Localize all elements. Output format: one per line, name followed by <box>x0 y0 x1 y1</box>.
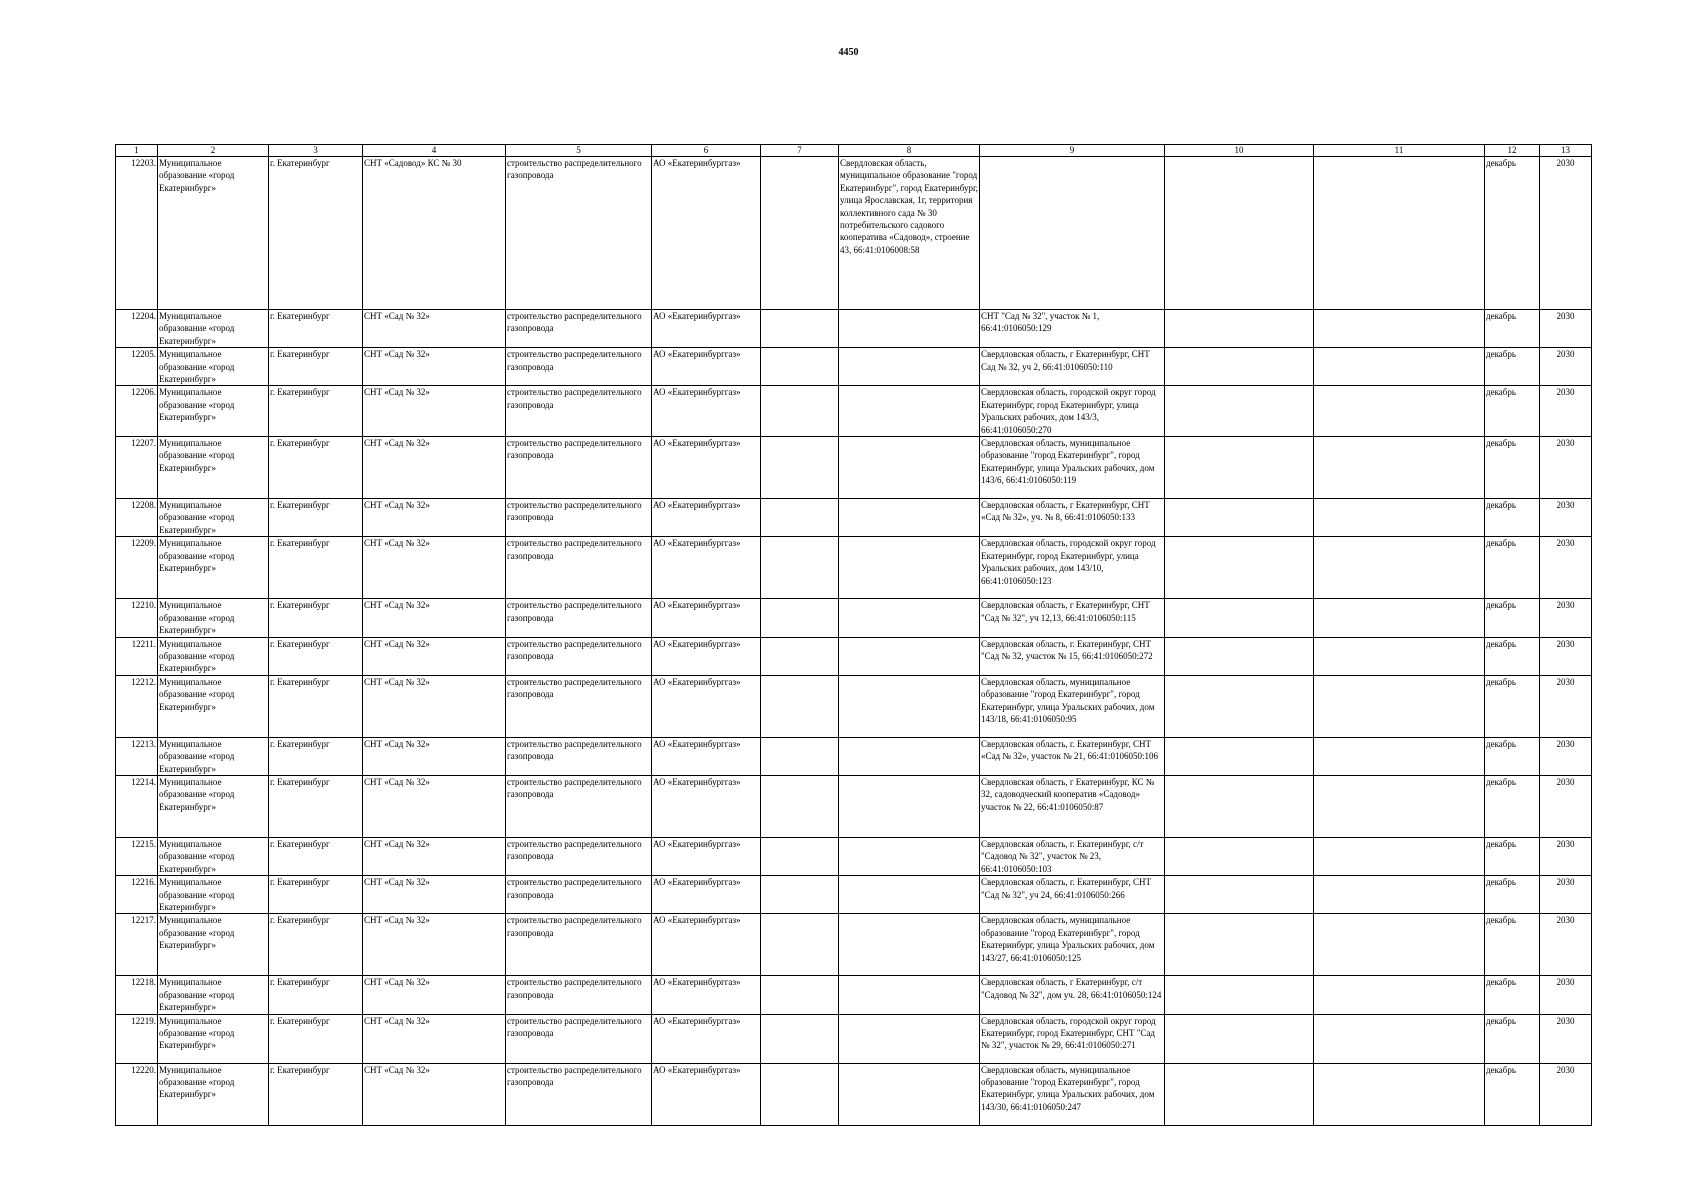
object-cell: СНТ «Сад № 32» <box>363 876 506 914</box>
work-type-cell: строительство распределительного газопровода <box>506 599 652 637</box>
column-7-cell <box>761 637 839 675</box>
address-cell <box>839 386 980 437</box>
municipality-cell: Муниципальное образование «город Екатеринбург» <box>158 157 269 310</box>
parcel-address-cell: Свердловская область, городской округ город Екатеринбург, город Екатеринбург, улица Уральских рабочих, дом 143/10, 66:41:0106050:123 <box>980 537 1165 599</box>
object-cell: СНТ «Сад № 32» <box>363 348 506 386</box>
month-cell: декабрь <box>1485 499 1540 537</box>
parcel-address-cell: Свердловская область, городской округ город Екатеринбург, город Екатеринбург, СНТ "Сад № 32", участок № 29, 66:41:0106050:271 <box>980 1014 1165 1063</box>
column-10-cell <box>1165 437 1314 499</box>
column-10-cell <box>1165 1014 1314 1063</box>
work-type-cell: строительство распределительного газопровода <box>506 976 652 1014</box>
parcel-address-cell: Свердловская область, г. Екатеринбург, СНТ "Сад № 32, участок № 15, 66:41:0106050:272 <box>980 637 1165 675</box>
column-7-cell <box>761 837 839 875</box>
address-cell <box>839 310 980 348</box>
operator-cell: АО «Екатеринбурггаз» <box>652 386 761 437</box>
operator-cell: АО «Екатеринбурггаз» <box>652 437 761 499</box>
column-number: 3 <box>269 145 363 157</box>
municipality-cell: Муниципальное образование «город Екатеринбург» <box>158 599 269 637</box>
object-cell: СНТ «Сад № 32» <box>363 914 506 976</box>
address-cell <box>839 1063 980 1125</box>
parcel-address-cell: Свердловская область, г Екатеринбург, СНТ «Сад № 32», уч. № 8, 66:41:0106050:133 <box>980 499 1165 537</box>
column-10-cell <box>1165 157 1314 310</box>
column-10-cell <box>1165 1063 1314 1125</box>
parcel-address-cell: Свердловская область, муниципальное образование "город Екатеринбург", город Екатеринбург, улица Уральских рабочих, дом 143/27, 66:41:0106050:125 <box>980 914 1165 976</box>
locality-cell: г. Екатеринбург <box>269 637 363 675</box>
column-11-cell <box>1314 976 1485 1014</box>
parcel-address-cell: Свердловская область, муниципальное образование "город Екатеринбург", город Екатеринбург, улица Уральских рабочих, дом 143/18, 66:41:0106050:95 <box>980 675 1165 737</box>
year-cell: 2030 <box>1540 348 1592 386</box>
address-cell <box>839 599 980 637</box>
table-row <box>116 914 1592 976</box>
municipality-cell: Муниципальное образование «город Екатеринбург» <box>158 386 269 437</box>
address-cell <box>839 737 980 775</box>
object-cell: СНТ «Сад № 32» <box>363 1014 506 1063</box>
municipality-cell: Муниципальное образование «город Екатеринбург» <box>158 637 269 675</box>
address-cell <box>839 914 980 976</box>
table-row <box>116 737 1592 775</box>
operator-cell: АО «Екатеринбурггаз» <box>652 499 761 537</box>
address-cell <box>839 976 980 1014</box>
object-cell: СНТ «Сад № 32» <box>363 976 506 1014</box>
work-type-cell: строительство распределительного газопровода <box>506 348 652 386</box>
month-cell: декабрь <box>1485 775 1540 837</box>
column-11-cell <box>1314 157 1485 310</box>
work-type-cell: строительство распределительного газопровода <box>506 1014 652 1063</box>
municipality-cell: Муниципальное образование «город Екатеринбург» <box>158 537 269 599</box>
table-row <box>116 348 1592 386</box>
work-type-cell: строительство распределительного газопровода <box>506 157 652 310</box>
column-10-cell <box>1165 914 1314 976</box>
column-number: 1 <box>116 145 158 157</box>
locality-cell: г. Екатеринбург <box>269 737 363 775</box>
row-number: 12219. <box>116 1014 158 1063</box>
column-7-cell <box>761 876 839 914</box>
object-cell: СНТ «Сад № 32» <box>363 837 506 875</box>
parcel-address-cell: Свердловская область, г Екатеринбург, СНТ "Сад № 32", уч 12,13, 66:41:0106050:115 <box>980 599 1165 637</box>
table-row <box>116 1063 1592 1125</box>
month-cell: декабрь <box>1485 675 1540 737</box>
municipality-cell: Муниципальное образование «город Екатеринбург» <box>158 775 269 837</box>
column-7-cell <box>761 348 839 386</box>
row-number: 12209. <box>116 537 158 599</box>
object-cell: СНТ «Сад № 32» <box>363 775 506 837</box>
month-cell: декабрь <box>1485 1014 1540 1063</box>
address-cell <box>839 837 980 875</box>
row-number: 12218. <box>116 976 158 1014</box>
address-cell <box>839 675 980 737</box>
year-cell: 2030 <box>1540 914 1592 976</box>
row-number: 12213. <box>116 737 158 775</box>
work-type-cell: строительство распределительного газопровода <box>506 386 652 437</box>
registry-table <box>115 144 1592 1126</box>
row-number: 12207. <box>116 437 158 499</box>
column-11-cell <box>1314 437 1485 499</box>
year-cell: 2030 <box>1540 837 1592 875</box>
work-type-cell: строительство распределительного газопровода <box>506 437 652 499</box>
locality-cell: г. Екатеринбург <box>269 675 363 737</box>
year-cell: 2030 <box>1540 976 1592 1014</box>
operator-cell: АО «Екатеринбурггаз» <box>652 637 761 675</box>
municipality-cell: Муниципальное образование «город Екатеринбург» <box>158 1063 269 1125</box>
month-cell: декабрь <box>1485 157 1540 310</box>
column-11-cell <box>1314 637 1485 675</box>
row-number: 12215. <box>116 837 158 875</box>
operator-cell: АО «Екатеринбурггаз» <box>652 876 761 914</box>
column-number: 8 <box>839 145 980 157</box>
parcel-address-cell: Свердловская область, г. Екатеринбург, СНТ "Сад № 32", уч 24, 66:41:0106050:266 <box>980 876 1165 914</box>
parcel-address-cell: Свердловская область, городской округ город Екатеринбург, город Екатеринбург, улица Уральских рабочих, дом 143/3, 66:41:0106050:270 <box>980 386 1165 437</box>
address-cell <box>839 437 980 499</box>
table-row <box>116 537 1592 599</box>
table-row <box>116 386 1592 437</box>
column-7-cell <box>761 675 839 737</box>
operator-cell: АО «Екатеринбурггаз» <box>652 976 761 1014</box>
month-cell: декабрь <box>1485 914 1540 976</box>
municipality-cell: Муниципальное образование «город Екатеринбург» <box>158 976 269 1014</box>
month-cell: декабрь <box>1485 837 1540 875</box>
column-11-cell <box>1314 914 1485 976</box>
locality-cell: г. Екатеринбург <box>269 914 363 976</box>
month-cell: декабрь <box>1485 437 1540 499</box>
address-cell <box>839 775 980 837</box>
operator-cell: АО «Екатеринбурггаз» <box>652 157 761 310</box>
address-cell: Свердловская область, муниципальное образование "город Екатеринбург", город Екатеринбург, улица Ярославская, 1г, территория коллективного сада № 30 потребительского садового кооператива «Садовод», строение 43, 66:41:0106008:58 <box>839 157 980 310</box>
column-11-cell <box>1314 675 1485 737</box>
municipality-cell: Муниципальное образование «город Екатеринбург» <box>158 310 269 348</box>
address-cell <box>839 1014 980 1063</box>
column-10-cell <box>1165 599 1314 637</box>
row-number: 12220. <box>116 1063 158 1125</box>
object-cell: СНТ «Сад № 32» <box>363 599 506 637</box>
column-10-cell <box>1165 837 1314 875</box>
page-number: 4450 <box>838 47 859 58</box>
row-number: 12204. <box>116 310 158 348</box>
work-type-cell: строительство распределительного газопровода <box>506 537 652 599</box>
row-number: 12208. <box>116 499 158 537</box>
municipality-cell: Муниципальное образование «город Екатеринбург» <box>158 437 269 499</box>
year-cell: 2030 <box>1540 437 1592 499</box>
month-cell: декабрь <box>1485 976 1540 1014</box>
row-number: 12206. <box>116 386 158 437</box>
table-row <box>116 837 1592 875</box>
parcel-address-cell: Свердловская область, г Екатеринбург, СНТ Сад № 32, уч 2, 66:41:0106050:110 <box>980 348 1165 386</box>
column-11-cell <box>1314 499 1485 537</box>
month-cell: декабрь <box>1485 348 1540 386</box>
column-number: 6 <box>652 145 761 157</box>
column-7-cell <box>761 737 839 775</box>
column-7-cell <box>761 976 839 1014</box>
parcel-address-cell: Свердловская область, г Екатеринбург, с/т "Садовод № 32", дом уч. 28, 66:41:0106050:124 <box>980 976 1165 1014</box>
object-cell: СНТ «Сад № 32» <box>363 537 506 599</box>
row-number: 12210. <box>116 599 158 637</box>
work-type-cell: строительство распределительного газопровода <box>506 675 652 737</box>
table-row <box>116 637 1592 675</box>
municipality-cell: Муниципальное образование «город Екатеринбург» <box>158 1014 269 1063</box>
parcel-address-cell: Свердловская область, г Екатеринбург, КС № 32, садоводческий кооператив «Садовод» участок № 22, 66:41:0106050:87 <box>980 775 1165 837</box>
operator-cell: АО «Екатеринбурггаз» <box>652 537 761 599</box>
table-row <box>116 775 1592 837</box>
column-11-cell <box>1314 1063 1485 1125</box>
column-10-cell <box>1165 876 1314 914</box>
column-10-cell <box>1165 976 1314 1014</box>
work-type-cell: строительство распределительного газопровода <box>506 310 652 348</box>
column-number: 7 <box>761 145 839 157</box>
year-cell: 2030 <box>1540 386 1592 437</box>
work-type-cell: строительство распределительного газопровода <box>506 637 652 675</box>
column-10-cell <box>1165 386 1314 437</box>
column-7-cell <box>761 386 839 437</box>
year-cell: 2030 <box>1540 499 1592 537</box>
row-number: 12203. <box>116 157 158 310</box>
locality-cell: г. Екатеринбург <box>269 437 363 499</box>
object-cell: СНТ «Сад № 32» <box>363 637 506 675</box>
locality-cell: г. Екатеринбург <box>269 976 363 1014</box>
table-body <box>116 157 1592 1126</box>
column-10-cell <box>1165 348 1314 386</box>
locality-cell: г. Екатеринбург <box>269 1014 363 1063</box>
operator-cell: АО «Екатеринбурггаз» <box>652 775 761 837</box>
address-cell <box>839 537 980 599</box>
operator-cell: АО «Екатеринбурггаз» <box>652 1063 761 1125</box>
month-cell: декабрь <box>1485 310 1540 348</box>
locality-cell: г. Екатеринбург <box>269 537 363 599</box>
municipality-cell: Муниципальное образование «город Екатеринбург» <box>158 737 269 775</box>
column-7-cell <box>761 599 839 637</box>
work-type-cell: строительство распределительного газопровода <box>506 837 652 875</box>
column-11-cell <box>1314 348 1485 386</box>
column-10-cell <box>1165 737 1314 775</box>
column-number-header <box>116 145 1592 157</box>
operator-cell: АО «Екатеринбурггаз» <box>652 675 761 737</box>
table-row <box>116 675 1592 737</box>
table-row <box>116 876 1592 914</box>
locality-cell: г. Екатеринбург <box>269 1063 363 1125</box>
address-cell <box>839 499 980 537</box>
table-row <box>116 437 1592 499</box>
year-cell: 2030 <box>1540 737 1592 775</box>
work-type-cell: строительство распределительного газопровода <box>506 737 652 775</box>
address-cell <box>839 637 980 675</box>
column-11-cell <box>1314 1014 1485 1063</box>
parcel-address-cell: СНТ "Сад № 32", участок № 1, 66:41:0106050:129 <box>980 310 1165 348</box>
locality-cell: г. Екатеринбург <box>269 775 363 837</box>
operator-cell: АО «Екатеринбурггаз» <box>652 310 761 348</box>
row-number: 12216. <box>116 876 158 914</box>
month-cell: декабрь <box>1485 637 1540 675</box>
year-cell: 2030 <box>1540 637 1592 675</box>
column-11-cell <box>1314 837 1485 875</box>
row-number: 12217. <box>116 914 158 976</box>
column-number: 9 <box>980 145 1165 157</box>
locality-cell: г. Екатеринбург <box>269 157 363 310</box>
year-cell: 2030 <box>1540 310 1592 348</box>
object-cell: СНТ «Сад № 32» <box>363 386 506 437</box>
column-7-cell <box>761 537 839 599</box>
column-11-cell <box>1314 775 1485 837</box>
parcel-address-cell: Свердловская область, муниципальное образование "город Екатеринбург", город Екатеринбург, улица Уральских рабочих, дом 143/30, 66:41:0106050:247 <box>980 1063 1165 1125</box>
column-7-cell <box>761 310 839 348</box>
object-cell: СНТ «Сад № 32» <box>363 499 506 537</box>
object-cell: СНТ «Сад № 32» <box>363 675 506 737</box>
locality-cell: г. Екатеринбург <box>269 876 363 914</box>
table-row <box>116 157 1592 310</box>
object-cell: СНТ «Садовод» КС № 30 <box>363 157 506 310</box>
column-11-cell <box>1314 310 1485 348</box>
operator-cell: АО «Екатеринбурггаз» <box>652 348 761 386</box>
column-10-cell <box>1165 775 1314 837</box>
municipality-cell: Муниципальное образование «город Екатеринбург» <box>158 876 269 914</box>
column-10-cell <box>1165 675 1314 737</box>
work-type-cell: строительство распределительного газопровода <box>506 876 652 914</box>
table-row <box>116 1014 1592 1063</box>
row-number: 12211. <box>116 637 158 675</box>
object-cell: СНТ «Сад № 32» <box>363 1063 506 1125</box>
row-number: 12205. <box>116 348 158 386</box>
object-cell: СНТ «Сад № 32» <box>363 437 506 499</box>
column-10-cell <box>1165 499 1314 537</box>
locality-cell: г. Екатеринбург <box>269 310 363 348</box>
municipality-cell: Муниципальное образование «город Екатеринбург» <box>158 675 269 737</box>
work-type-cell: строительство распределительного газопровода <box>506 775 652 837</box>
work-type-cell: строительство распределительного газопровода <box>506 1063 652 1125</box>
locality-cell: г. Екатеринбург <box>269 837 363 875</box>
column-11-cell <box>1314 599 1485 637</box>
operator-cell: АО «Екатеринбурггаз» <box>652 599 761 637</box>
table-row <box>116 310 1592 348</box>
work-type-cell: строительство распределительного газопровода <box>506 914 652 976</box>
row-number: 12214. <box>116 775 158 837</box>
parcel-address-cell: Свердловская область, г. Екатеринбург, СНТ «Сад № 32», участок № 21, 66:41:0106050:106 <box>980 737 1165 775</box>
year-cell: 2030 <box>1540 599 1592 637</box>
column-7-cell <box>761 499 839 537</box>
locality-cell: г. Екатеринбург <box>269 386 363 437</box>
year-cell: 2030 <box>1540 537 1592 599</box>
column-10-cell <box>1165 310 1314 348</box>
municipality-cell: Муниципальное образование «город Екатеринбург» <box>158 499 269 537</box>
column-number: 11 <box>1314 145 1485 157</box>
column-11-cell <box>1314 537 1485 599</box>
object-cell: СНТ «Сад № 32» <box>363 310 506 348</box>
locality-cell: г. Екатеринбург <box>269 599 363 637</box>
month-cell: декабрь <box>1485 537 1540 599</box>
municipality-cell: Муниципальное образование «город Екатеринбург» <box>158 914 269 976</box>
object-cell: СНТ «Сад № 32» <box>363 737 506 775</box>
operator-cell: АО «Екатеринбурггаз» <box>652 737 761 775</box>
locality-cell: г. Екатеринбург <box>269 348 363 386</box>
parcel-address-cell <box>980 157 1165 310</box>
operator-cell: АО «Екатеринбурггаз» <box>652 837 761 875</box>
column-7-cell <box>761 1063 839 1125</box>
year-cell: 2030 <box>1540 157 1592 310</box>
row-number: 12212. <box>116 675 158 737</box>
parcel-address-cell: Свердловская область, муниципальное образование "город Екатеринбург", город Екатеринбург, улица Уральских рабочих, дом 143/6, 66:41:0106050:119 <box>980 437 1165 499</box>
work-type-cell: строительство распределительного газопровода <box>506 499 652 537</box>
month-cell: декабрь <box>1485 1063 1540 1125</box>
year-cell: 2030 <box>1540 1063 1592 1125</box>
month-cell: декабрь <box>1485 876 1540 914</box>
column-7-cell <box>761 1014 839 1063</box>
column-11-cell <box>1314 737 1485 775</box>
column-number: 10 <box>1165 145 1314 157</box>
operator-cell: АО «Екатеринбурггаз» <box>652 1014 761 1063</box>
month-cell: декабрь <box>1485 599 1540 637</box>
month-cell: декабрь <box>1485 737 1540 775</box>
column-number: 5 <box>506 145 652 157</box>
year-cell: 2030 <box>1540 775 1592 837</box>
year-cell: 2030 <box>1540 876 1592 914</box>
column-7-cell <box>761 157 839 310</box>
municipality-cell: Муниципальное образование «город Екатеринбург» <box>158 837 269 875</box>
table-row <box>116 976 1592 1014</box>
municipality-cell: Муниципальное образование «город Екатеринбург» <box>158 348 269 386</box>
address-cell <box>839 348 980 386</box>
column-7-cell <box>761 437 839 499</box>
column-number: 13 <box>1540 145 1592 157</box>
table-row <box>116 599 1592 637</box>
column-7-cell <box>761 914 839 976</box>
locality-cell: г. Екатеринбург <box>269 499 363 537</box>
year-cell: 2030 <box>1540 675 1592 737</box>
column-number: 2 <box>158 145 269 157</box>
column-10-cell <box>1165 537 1314 599</box>
column-11-cell <box>1314 876 1485 914</box>
column-7-cell <box>761 775 839 837</box>
year-cell: 2030 <box>1540 1014 1592 1063</box>
column-11-cell <box>1314 386 1485 437</box>
address-cell <box>839 876 980 914</box>
month-cell: декабрь <box>1485 386 1540 437</box>
operator-cell: АО «Екатеринбурггаз» <box>652 914 761 976</box>
column-number: 12 <box>1485 145 1540 157</box>
table-row <box>116 499 1592 537</box>
parcel-address-cell: Свердловская область, г. Екатеринбург, с/т "Садовод № 32", участок № 23, 66:41:0106050:103 <box>980 837 1165 875</box>
column-number: 4 <box>363 145 506 157</box>
column-10-cell <box>1165 637 1314 675</box>
